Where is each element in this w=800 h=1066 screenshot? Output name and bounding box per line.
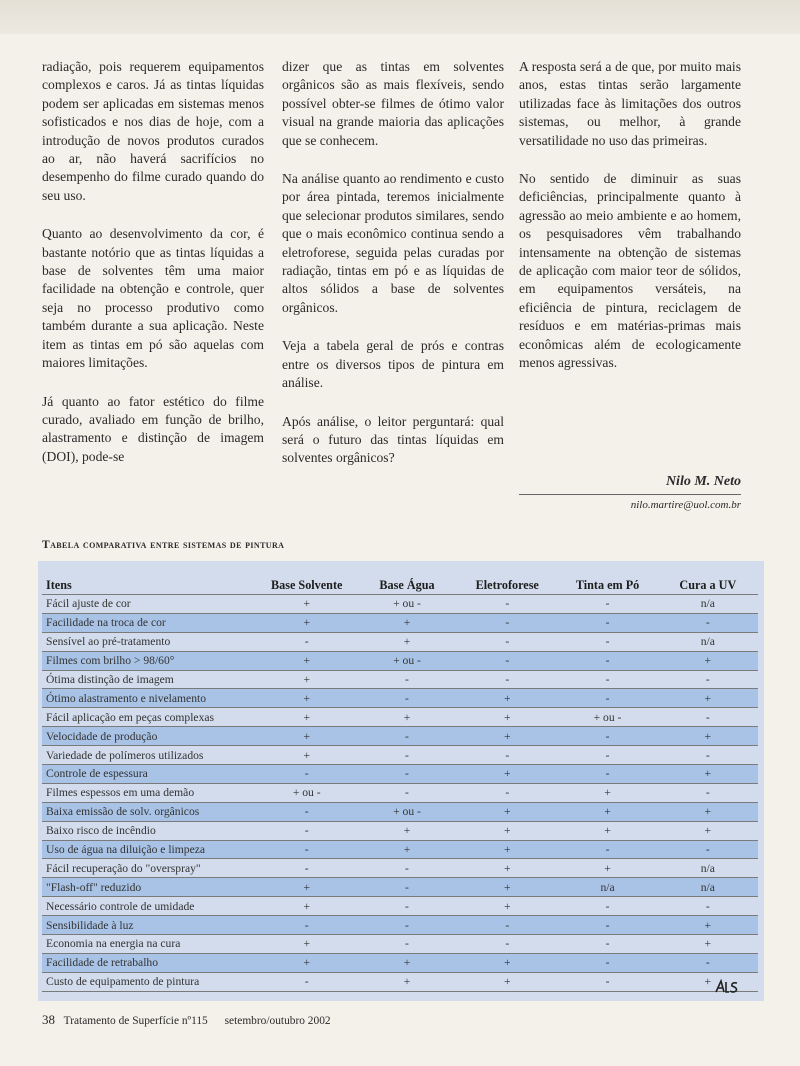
table-row: [42, 916, 758, 935]
table-cell: -: [257, 632, 357, 651]
table-cell: -: [557, 972, 657, 991]
table-cell: +: [557, 859, 657, 878]
table-row: [42, 651, 758, 670]
table-cell: -: [557, 727, 657, 746]
table-cell: n/a: [658, 878, 758, 897]
paragraph: A resposta será a de que, por muito mais anos, estas tintas serão largamente utilizadas face às limitações dos outros sistemas, ou melhor, à grande versatilidade no uso das primeiras.: [519, 59, 741, 148]
row-label: Uso de água na diluição e limpeza: [42, 840, 257, 859]
paragraph: No sentido de diminuir as suas deficiências, principalmente quanto à agressão ao meio ambiente e ao homem, os pesquisadores vêm trabalhando intensamente na obtenção de sistemas de aplicação com maior teor de sólidos, em equipamentos versáteis, na eficiência de pintura, reciclagem de resíduos e em matérias-primas mais econômicas além de ecologicamente menos agressivas.: [519, 171, 741, 371]
table-cell: -: [557, 613, 657, 632]
table-cell: +: [457, 727, 557, 746]
table-row: [42, 632, 758, 651]
table-cell: +: [658, 916, 758, 935]
article-column-3: [519, 58, 741, 393]
table-cell: -: [357, 670, 457, 689]
table-row: [42, 840, 758, 859]
table-cell: -: [557, 840, 657, 859]
table-cell: -: [357, 916, 457, 935]
column-header: Itens: [42, 577, 257, 595]
table-cell: -: [457, 783, 557, 802]
table-cell: -: [257, 972, 357, 991]
table-cell: -: [257, 802, 357, 821]
table-row: [42, 595, 758, 614]
column-header: Eletroforese: [457, 577, 557, 595]
column-header: Tinta em Pó: [557, 577, 657, 595]
paragraph: Quanto ao desenvolvimento da cor, é bastante notório que as tintas líquidas a base de solventes têm uma maior facilidade na obtenção e controle, quer seja no processo produtivo como também durante a sua aplicação. Neste item as tintas em pó são aquelas com maiores limitações.: [42, 226, 264, 371]
table-cell: n/a: [658, 595, 758, 614]
table-cell: -: [557, 651, 657, 670]
paragraph: radiação, pois requerem equipamentos complexos e caros. Já as tintas líquidas podem ser aplicadas em sistemas menos sofisticados e nos dias de hoje, com a introdução de novos produtos curados ao ar, não haverá sacrifícios no desempenho do filme curado quando do seu uso.: [42, 59, 264, 203]
paragraph: Após análise, o leitor perguntará: qual será o futuro das tintas líquidas em solventes orgânicos?: [282, 413, 504, 466]
table-cell: +: [257, 953, 357, 972]
row-label: Ótima distinção de imagem: [42, 670, 257, 689]
table-cell: -: [257, 821, 357, 840]
table-cell: +: [457, 821, 557, 840]
row-label: Facilidade de retrabalho: [42, 953, 257, 972]
magazine-name: Tratamento de Superfície nº115: [63, 1015, 208, 1027]
table-cell: +: [357, 840, 457, 859]
table-title: Tabela comparativa entre sistemas de pintura: [42, 539, 285, 551]
table-cell: +: [357, 972, 457, 991]
table-row: [42, 727, 758, 746]
author-block: [519, 474, 741, 511]
paragraph: Já quanto ao fator estético do filme curado, avaliado em função de brilho, alastramento e distinção de imagem (DOI), pode-se: [42, 393, 264, 464]
table-cell: +: [257, 897, 357, 916]
table-cell: -: [357, 897, 457, 916]
table-cell: +: [658, 972, 758, 991]
table-cell: -: [457, 595, 557, 614]
table-cell: -: [457, 632, 557, 651]
paragraph: dizer que as tintas em solventes orgânicos são as mais flexíveis, sendo possível obter-se filmes de ótimo valor visual na grande maioria das aplicações que se conhecem.: [282, 59, 504, 148]
table-cell: +: [357, 953, 457, 972]
column-header: Base Solvente: [257, 577, 357, 595]
table-cell: -: [658, 953, 758, 972]
table-cell: n/a: [557, 878, 657, 897]
table-cell: + ou -: [357, 802, 457, 821]
table-cell: +: [357, 708, 457, 727]
table-cell: -: [658, 840, 758, 859]
article-column-1: [42, 58, 264, 486]
table-row: [42, 689, 758, 708]
table-cell: +: [257, 689, 357, 708]
row-label: Custo de equipamento de pintura: [42, 972, 257, 991]
table-cell: n/a: [658, 632, 758, 651]
row-label: Economia na energia na cura: [42, 935, 257, 954]
column-header: Base Água: [357, 577, 457, 595]
table-row: [42, 897, 758, 916]
table-cell: -: [658, 670, 758, 689]
row-label: Fácil ajuste de cor: [42, 595, 257, 614]
row-label: Controle de espessura: [42, 765, 257, 784]
table-cell: +: [257, 727, 357, 746]
publisher-logo-icon: [715, 979, 739, 993]
table-row: [42, 613, 758, 632]
table-cell: -: [658, 746, 758, 765]
table-cell: -: [557, 897, 657, 916]
table-cell: +: [457, 708, 557, 727]
table-cell: -: [357, 765, 457, 784]
table-row: [42, 953, 758, 972]
table-cell: -: [257, 916, 357, 935]
page-number: 38: [42, 1012, 55, 1027]
table-cell: -: [658, 708, 758, 727]
table-row: [42, 972, 758, 991]
table-cell: -: [457, 935, 557, 954]
table-cell: +: [257, 746, 357, 765]
row-label: Fácil aplicação em peças complexas: [42, 708, 257, 727]
author-email[interactable]: nilo.martire@uol.com.br: [630, 499, 741, 511]
table-cell: -: [257, 765, 357, 784]
table-cell: -: [257, 840, 357, 859]
table-row: [42, 746, 758, 765]
page-footer: [42, 1012, 331, 1028]
table-cell: + ou -: [557, 708, 657, 727]
table-cell: + ou -: [357, 595, 457, 614]
table-cell: -: [357, 878, 457, 897]
top-band: [0, 0, 800, 34]
table-cell: +: [257, 613, 357, 632]
table-cell: +: [357, 632, 457, 651]
row-label: Baixo risco de incêndio: [42, 821, 257, 840]
table-row: [42, 878, 758, 897]
row-label: Necessário controle de umidade: [42, 897, 257, 916]
table-cell: -: [357, 935, 457, 954]
table-cell: -: [557, 632, 657, 651]
table-row: [42, 765, 758, 784]
table-cell: -: [658, 613, 758, 632]
table-cell: n/a: [658, 859, 758, 878]
table-cell: +: [557, 821, 657, 840]
table-cell: +: [257, 670, 357, 689]
table-cell: +: [257, 708, 357, 727]
paragraph: Veja a tabela geral de prós e contras entre os diversos tipos de pintura em análise.: [282, 338, 504, 391]
table-cell: + ou -: [257, 783, 357, 802]
row-label: Variedade de polímeros utilizados: [42, 746, 257, 765]
table-cell: -: [557, 916, 657, 935]
row-label: Fácil recuperação do "overspray": [42, 859, 257, 878]
table-cell: +: [658, 821, 758, 840]
table-cell: -: [457, 670, 557, 689]
table-cell: +: [257, 878, 357, 897]
table-cell: -: [557, 689, 657, 708]
table-cell: -: [658, 783, 758, 802]
table-cell: -: [457, 916, 557, 935]
row-label: Ótimo alastramento e nivelamento: [42, 689, 257, 708]
table-cell: +: [457, 840, 557, 859]
article-column-2: [282, 58, 504, 488]
table-cell: -: [557, 953, 657, 972]
table-cell: +: [457, 897, 557, 916]
table-row: [42, 783, 758, 802]
table-cell: -: [357, 859, 457, 878]
table-cell: +: [257, 651, 357, 670]
table-cell: +: [658, 802, 758, 821]
table-cell: +: [457, 878, 557, 897]
table-cell: +: [557, 802, 657, 821]
author-name: Nilo M. Neto: [519, 474, 741, 495]
table-row: [42, 935, 758, 954]
table-cell: +: [658, 765, 758, 784]
table-cell: +: [257, 935, 357, 954]
table-cell: +: [357, 821, 457, 840]
table-cell: +: [457, 765, 557, 784]
table-body: [42, 595, 758, 992]
row-label: Filmes com brilho > 98/60°: [42, 651, 257, 670]
row-label: Filmes espessos em uma demão: [42, 783, 257, 802]
table-cell: -: [557, 765, 657, 784]
row-label: Sensibilidade à luz: [42, 916, 257, 935]
row-label: Sensível ao pré-tratamento: [42, 632, 257, 651]
table-cell: -: [557, 670, 657, 689]
table-cell: -: [457, 651, 557, 670]
table-cell: + ou -: [357, 651, 457, 670]
table-cell: +: [658, 651, 758, 670]
table-row: [42, 821, 758, 840]
table-cell: +: [457, 689, 557, 708]
table-row: [42, 708, 758, 727]
table-row: [42, 859, 758, 878]
table-cell: +: [457, 972, 557, 991]
comparison-table: [42, 577, 758, 992]
row-label: "Flash-off" reduzido: [42, 878, 257, 897]
column-header: Cura a UV: [658, 577, 758, 595]
table-cell: +: [658, 935, 758, 954]
row-label: Velocidade de produção: [42, 727, 257, 746]
table-cell: -: [357, 746, 457, 765]
table-cell: -: [357, 783, 457, 802]
paragraph: Na análise quanto ao rendimento e custo por área pintada, teremos inicialmente que selecionar produtos similares, sendo que o mais econômico continua sendo a eletroforese, seguida pelas curadas por radiação, tintas em pó e as líquidas de altos sólidos a base de solventes orgânicos.: [282, 171, 504, 315]
table-row: [42, 670, 758, 689]
table-cell: +: [658, 689, 758, 708]
table-cell: -: [658, 897, 758, 916]
table-cell: +: [457, 859, 557, 878]
table-cell: -: [557, 595, 657, 614]
table-cell: -: [457, 613, 557, 632]
table-cell: +: [658, 727, 758, 746]
table-cell: -: [557, 746, 657, 765]
table-cell: -: [357, 727, 457, 746]
table-header-row: [42, 577, 758, 595]
row-label: Baixa emissão de solv. orgânicos: [42, 802, 257, 821]
issue-date: setembro/outubro 2002: [224, 1015, 331, 1027]
table-cell: +: [457, 953, 557, 972]
table-cell: -: [257, 859, 357, 878]
table-cell: +: [557, 783, 657, 802]
table-row: [42, 802, 758, 821]
table-cell: -: [357, 689, 457, 708]
row-label: Facilidade na troca de cor: [42, 613, 257, 632]
table-cell: +: [357, 613, 457, 632]
table-cell: -: [457, 746, 557, 765]
table-cell: -: [557, 935, 657, 954]
table-cell: +: [457, 802, 557, 821]
table-cell: +: [257, 595, 357, 614]
